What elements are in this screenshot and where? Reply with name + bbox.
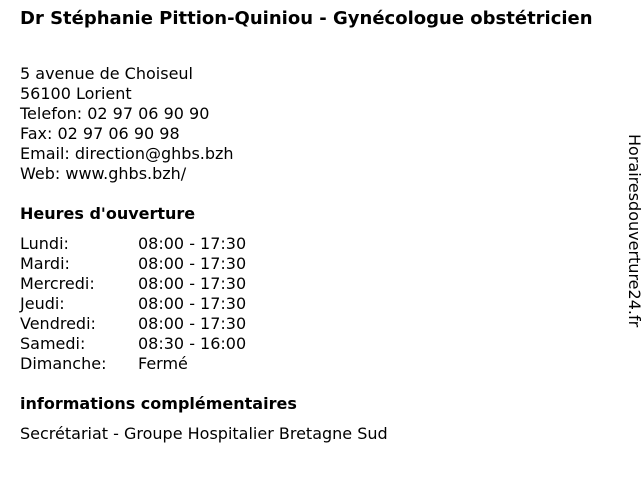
- additional-info-heading: informations complémentaires: [20, 394, 297, 413]
- contact-block: [20, 64, 234, 184]
- hours-row-monday: [20, 234, 246, 254]
- email-address: Email: direction@ghbs.bzh: [20, 144, 234, 163]
- day-label: Samedi:: [20, 334, 86, 353]
- hours-row-saturday: [20, 334, 246, 354]
- day-label: Dimanche:: [20, 354, 107, 373]
- day-label: Mercredi:: [20, 274, 95, 293]
- additional-info-text: Secrétariat - Groupe Hospitalier Bretagne Sud: [20, 424, 388, 443]
- day-label: Vendredi:: [20, 314, 96, 333]
- hours-row-tuesday: [20, 254, 246, 274]
- day-hours: 08:00 - 17:30: [138, 274, 247, 293]
- hours-row-friday: [20, 314, 246, 334]
- day-label: Jeudi:: [20, 294, 65, 313]
- day-hours: Fermé: [138, 354, 188, 373]
- address-street: 5 avenue de Choiseul: [20, 64, 193, 83]
- website-url: Web: www.ghbs.bzh/: [20, 164, 187, 183]
- opening-hours-table: [20, 234, 246, 374]
- opening-hours-heading: Heures d'ouverture: [20, 204, 196, 223]
- fax-number: Fax: 02 97 06 90 98: [20, 124, 180, 143]
- day-hours: 08:00 - 17:30: [138, 294, 247, 313]
- day-hours: 08:00 - 17:30: [138, 254, 247, 273]
- hours-row-sunday: [20, 354, 246, 374]
- phone-number: Telefon: 02 97 06 90 90: [20, 104, 210, 123]
- address-city: 56100 Lorient: [20, 84, 132, 103]
- day-hours: 08:00 - 17:30: [138, 314, 247, 333]
- hours-row-wednesday: [20, 274, 246, 294]
- day-hours: 08:30 - 16:00: [138, 334, 247, 353]
- hours-row-thursday: [20, 294, 246, 314]
- site-watermark: Horairesdouverture24.fr: [625, 134, 644, 328]
- day-hours: 08:00 - 17:30: [138, 234, 247, 253]
- page-title: Dr Stéphanie Pittion-Quiniou - Gynécologue obstétricien: [20, 8, 593, 29]
- day-label: Mardi:: [20, 254, 70, 273]
- day-label: Lundi:: [20, 234, 69, 253]
